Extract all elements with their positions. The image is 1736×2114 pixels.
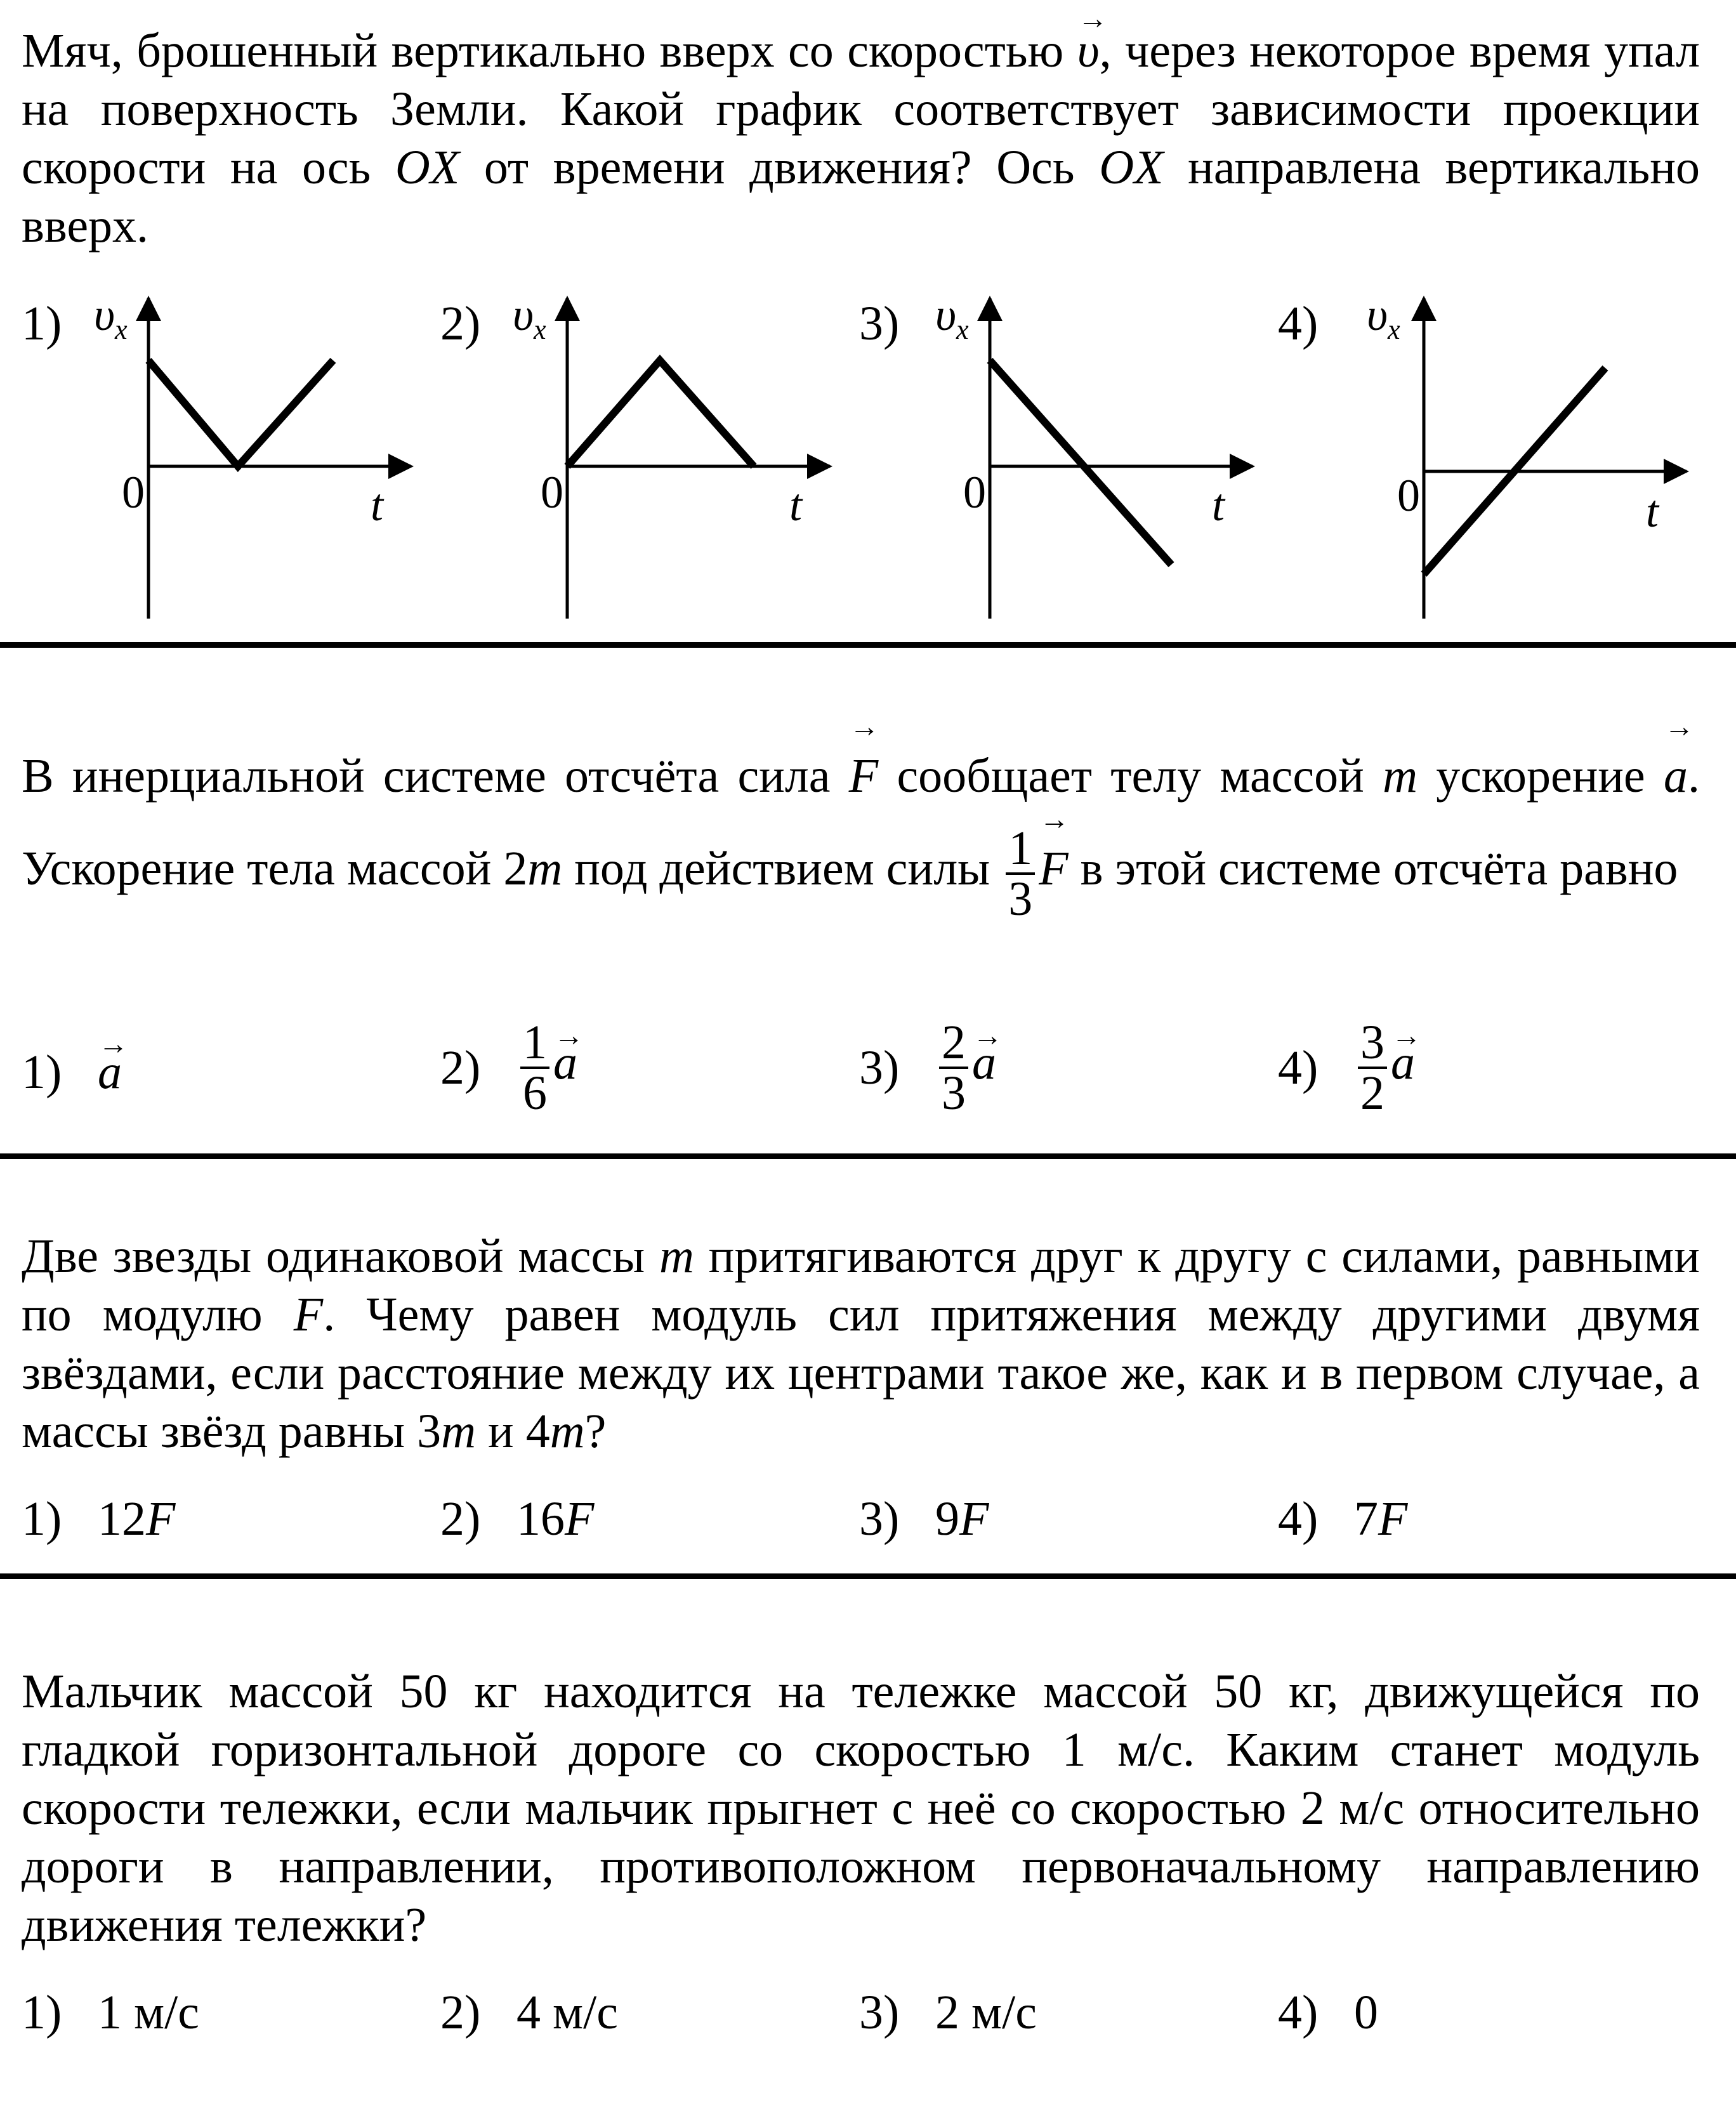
q1-graph-2[interactable] xyxy=(482,279,838,634)
y-axis-label: υx xyxy=(1367,289,1400,345)
q3-option-1[interactable]: 1) 12F xyxy=(22,1492,176,1546)
x-axis-label: t xyxy=(789,480,803,530)
force-fraction: $\frac{1}{3}$ xyxy=(1006,824,1035,923)
separator-2 xyxy=(0,1153,1736,1159)
x-axis-label: t xyxy=(1212,480,1225,530)
graph-line xyxy=(567,360,754,466)
separator-1 xyxy=(0,642,1736,648)
origin-label: 0 xyxy=(1397,470,1420,521)
q2-option-1[interactable]: 1)→ a xyxy=(22,1047,122,1098)
q1-graph-1[interactable] xyxy=(63,279,419,634)
q2-option-3[interactable]: 3) $\frac{2}{3}$ → a xyxy=(859,1018,996,1117)
x-axis-label: t xyxy=(1646,486,1659,537)
q3-text: Две звезды одинаковой массы m притягиваются друг к другу с силами, равными по модулю F. Чему равен модуль сил притяжения между другими двумя звёздами, если расстояние между их центрами такое же, как и в первом случае, а массы звёзд равны 3m и 4m? xyxy=(22,1230,1700,1458)
graph-line xyxy=(148,360,333,466)
origin-label: 0 xyxy=(963,467,986,518)
q4-option-3[interactable]: 3) 2 м/с xyxy=(859,1986,1037,2039)
q3-option-3[interactable]: 3) 9F xyxy=(859,1492,989,1546)
origin-label: 0 xyxy=(541,467,563,518)
y-axis-label: υx xyxy=(935,289,969,345)
velocity-vector-symbol: → υ xyxy=(1077,22,1100,80)
origin-label: 0 xyxy=(122,467,145,518)
q4-option-2[interactable]: 2) 4 м/с xyxy=(440,1986,618,2039)
y-axis-label: υx xyxy=(94,289,128,345)
q3-option-2[interactable]: 2) 16F xyxy=(440,1492,595,1546)
q2-option-2[interactable]: 2) $\frac{1}{6}$ → a xyxy=(440,1018,577,1117)
separator-3 xyxy=(0,1573,1736,1579)
q4-text: Мальчик массой 50 кг находится на тележке массой 50 кг, движущейся по гладкой горизонтальной дороге со скоростью 1 м/с. Каким станет модуль скорости тележки, если мальчик прыгнет с неё со скоростью 2 м/с относительно дороги в направлении, противоположном первоначальному направлению движения тележки? xyxy=(22,1665,1700,1952)
q1-graph-4[interactable] xyxy=(1339,279,1694,634)
x-axis-label: t xyxy=(371,480,384,530)
q1-option-2-number[interactable]: 2) xyxy=(440,297,481,350)
y-axis-label: υx xyxy=(513,289,546,345)
q1-graph-3[interactable] xyxy=(905,279,1260,634)
acceleration-vector-symbol: → a xyxy=(1664,730,1688,822)
graph-line xyxy=(990,360,1171,565)
q4-option-1[interactable]: 1) 1 м/с xyxy=(22,1986,199,2039)
q4-option-4[interactable]: 4) 0 xyxy=(1278,1986,1378,2039)
q1-option-3-number[interactable]: 3) xyxy=(859,297,900,350)
q2-option-4[interactable]: 4) $\frac{3}{2}$ → a xyxy=(1278,1018,1415,1117)
q3-option-4[interactable]: 4) 7F xyxy=(1278,1492,1408,1546)
q1-text: Мяч, брошенный вертикально вверх со скоростью → υ, через некоторое время упал на поверхность Земли. Какой график соответствует зависимости проекции скорости на ось OX от времени движения? Ось OX направлена вертикально вверх. xyxy=(22,22,1700,255)
force-vector-symbol: → F xyxy=(849,730,878,822)
q1-option-1-number[interactable]: 1) xyxy=(22,297,62,350)
q2-text: В инерциальной системе отсчёта сила → F сообщает телу массой m ускорение → a. Ускорение тела массой 2m под действием силы $\frac{1}{3}$ → F в этой системе отсчёта равно xyxy=(22,730,1700,923)
q1-option-4-number[interactable]: 4) xyxy=(1278,297,1318,350)
